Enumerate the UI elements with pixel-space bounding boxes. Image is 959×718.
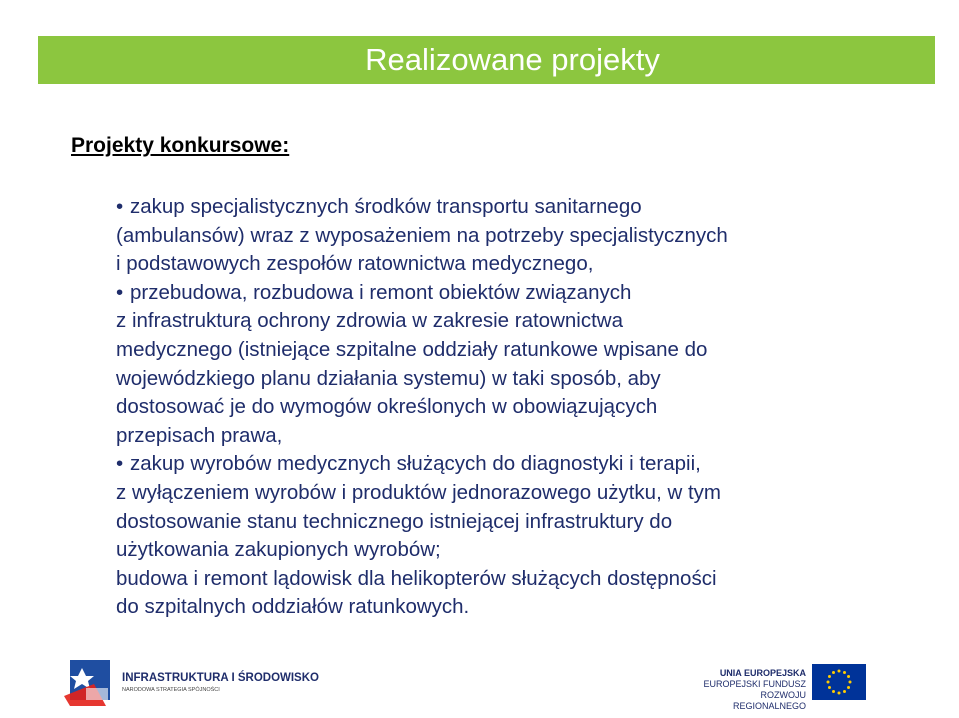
eu-star	[838, 670, 841, 673]
eu-flag-icon	[812, 664, 866, 700]
eu-star	[828, 686, 831, 689]
body-line-text: do szpitalnych oddziałów ratunkowych.	[116, 595, 470, 619]
eu-line-2: EUROPEJSKI FUNDUSZ	[703, 679, 806, 689]
body-line-text: zakup specjalistycznych środków transportu sanitarnego	[130, 195, 642, 218]
eu-star	[843, 690, 846, 693]
body-line-text: i podstawowych zespołów ratownictwa medycznego,	[116, 252, 594, 276]
nss-logo-icon	[60, 658, 120, 708]
body-line	[116, 250, 936, 279]
body-line-text: użytkowania zakupionych wyrobów;	[116, 538, 441, 562]
bullet-marker: •	[116, 452, 124, 476]
body-line	[116, 593, 936, 622]
body-line-text: przepisach prawa,	[116, 423, 283, 447]
bullet-marker: •	[116, 195, 124, 218]
slide-title: Realizowane projekty	[365, 42, 660, 77]
body-line	[116, 365, 936, 394]
eu-line-1: UNIA EUROPEJSKA	[719, 668, 806, 678]
body-line	[116, 565, 936, 594]
body-line	[116, 307, 936, 336]
body-line	[116, 336, 936, 365]
body-line	[116, 193, 936, 222]
body-line-text: dostosowanie stanu technicznego istniejącej infrastruktury do	[116, 509, 673, 533]
body-line	[116, 279, 936, 308]
body-line	[116, 450, 936, 479]
eu-star	[827, 681, 830, 684]
eu-star	[832, 671, 835, 674]
body-line-text: z infrastrukturą ochrony zdrowia w zakresie ratownictwa	[116, 309, 623, 333]
body-line-text: (ambulansów) wraz z wyposażeniem na potrzeby specjalistycznych	[116, 223, 728, 247]
eu-line-3: ROZWOJU REGIONALNEGO	[732, 690, 806, 711]
body-text	[116, 193, 936, 622]
body-line	[116, 479, 936, 508]
body-line	[116, 393, 936, 422]
eu-star	[847, 675, 850, 678]
eu-star	[847, 686, 850, 689]
eu-star	[843, 671, 846, 674]
body-line-text: z wyłączeniem wyrobów i produktów jednorazowego użytku, w tym	[116, 480, 722, 504]
eu-star	[828, 675, 831, 678]
eu-label	[702, 668, 806, 712]
nss-logo-subtitle: NARODOWA STRATEGIA SPÓJNOŚCI	[122, 687, 220, 693]
eu-star	[838, 692, 841, 695]
section-heading: Projekty konkursowe:	[71, 134, 290, 157]
eu-star	[849, 681, 852, 684]
body-line	[116, 222, 936, 251]
bullet-marker: •	[116, 280, 124, 304]
body-line	[116, 536, 936, 565]
nss-logo-title: INFRASTRUKTURA I ŚRODOWISKO	[122, 672, 319, 684]
eu-star	[832, 690, 835, 693]
body-line-text: przebudowa, rozbudowa i remont obiektów związanych	[130, 280, 632, 304]
body-line-text: wojewódzkiego planu działania systemu) w taki sposób, aby	[116, 366, 661, 390]
body-line-text: zakup wyrobów medycznych służących do diagnostyki i terapii,	[130, 452, 701, 476]
body-line-text: dostosować je do wymogów określonych w obowiązujących	[116, 395, 658, 419]
body-line-text: medycznego (istniejące szpitalne oddziały ratunkowe wpisane do	[116, 337, 708, 361]
body-line	[116, 422, 936, 451]
body-line	[116, 508, 936, 537]
title-bar	[38, 36, 935, 84]
body-line-text: budowa i remont lądowisk dla helikopterów służących dostępności	[116, 566, 717, 590]
footer	[0, 648, 959, 718]
